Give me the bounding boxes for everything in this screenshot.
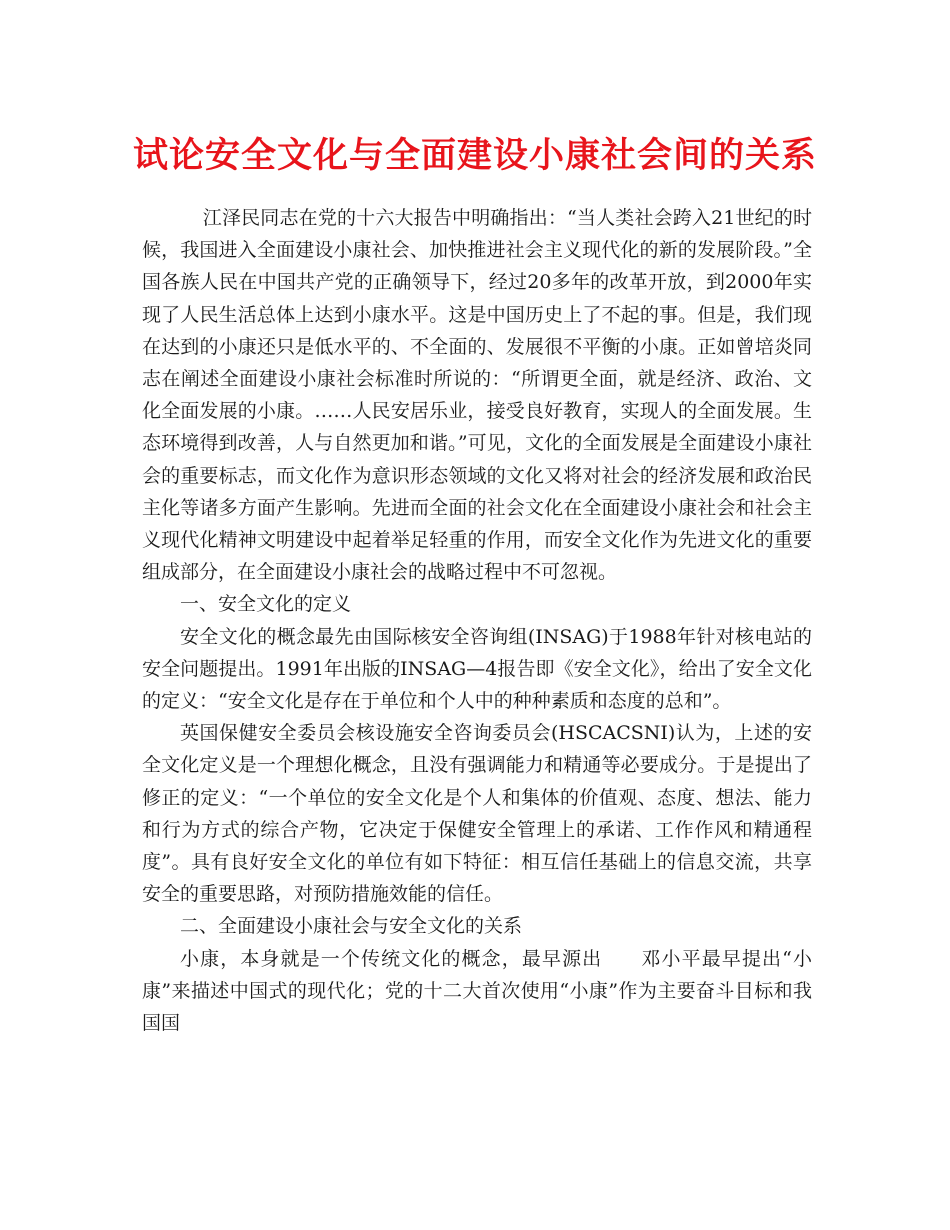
- paragraph-xiaokang: [142, 943, 812, 1040]
- paragraph-xiaokang-part-1: 小康，本身就是一个传统文化的概念，最早源出: [180, 947, 603, 970]
- section-heading-1: 一、安全文化的定义: [180, 593, 352, 616]
- paragraph-intro: 江泽民同志在党的十六大报告中明确指出：“当人类社会跨入21世纪的时候，我国进入全面建设小康社会、加快推进社会主义现代化的新的发展阶段。”全国各族人民在中国共产党的正确领导下，经过20多年的改革开放，到2000年实现了人民生活总体上达到小康水平。这是中国历史上了不起的事。但是，我们现在达到的小康还只是低水平的、不全面的、发展很不平衡的小康。正如曾培炎同志在阐述全面建设小康社会标准时所说的：“所谓更全面，就是经济、政治、文化全面发展的小康。……人民安居乐业，接受良好教育，实现人的全面发展。生态环境得到改善，人与自然更加和谐。”可见，文化的全面发展是全面建设小康社会的重要标志，而文化作为意识形态领域的文化又将对社会的经济发展和政治民主化等诸多方面产生影响。先进而全面的社会文化在全面建设小康社会和社会主义现代化精神文明建设中起着举足轻重的作用，而安全文化作为先进文化的重要组成部分，在全面建设小康社会的战略过程中不可忽视。: [142, 207, 812, 584]
- section-heading-2: 二、全面建设小康社会与安全文化的关系: [180, 915, 523, 938]
- document-body: [142, 202, 812, 1039]
- paragraph-definition-revised: 英国保健安全委员会核设施安全咨询委员会(HSCACSNI)认为，上述的安全文化定义是一个理想化概念，且没有强调能力和精通等必要成分。于是提出了修正的定义：“一个单位的安全文化是个人和集体的价值观、态度、想法、能力和行为方式的综合产物，它决定于保健安全管理上的承诺、工作作风和精通程度”。具有良好安全文化的单位有如下特征：相互信任基础上的信息交流，共享安全的重要思路，对预防措施效能的信任。: [142, 722, 812, 906]
- paragraph-definition-origin: 安全文化的概念最先由国际核安全咨询组(INSAG)于1988年针对核电站的安全问题提出。1991年出版的INSAG—4报告即《安全文化》，给出了安全文化的定义：“安全文化是存在于单位和个人中的种种素质和态度的总和”。: [142, 625, 812, 713]
- paragraph-xiaokang-part-2: 邓小平最早提出“小康”来描述中国式的现代化；党的十二大首次使用“小康”作为主要奋斗目标和我国国: [142, 947, 812, 1035]
- document-title: 试论安全文化与全面建设小康社会间的关系: [132, 135, 817, 176]
